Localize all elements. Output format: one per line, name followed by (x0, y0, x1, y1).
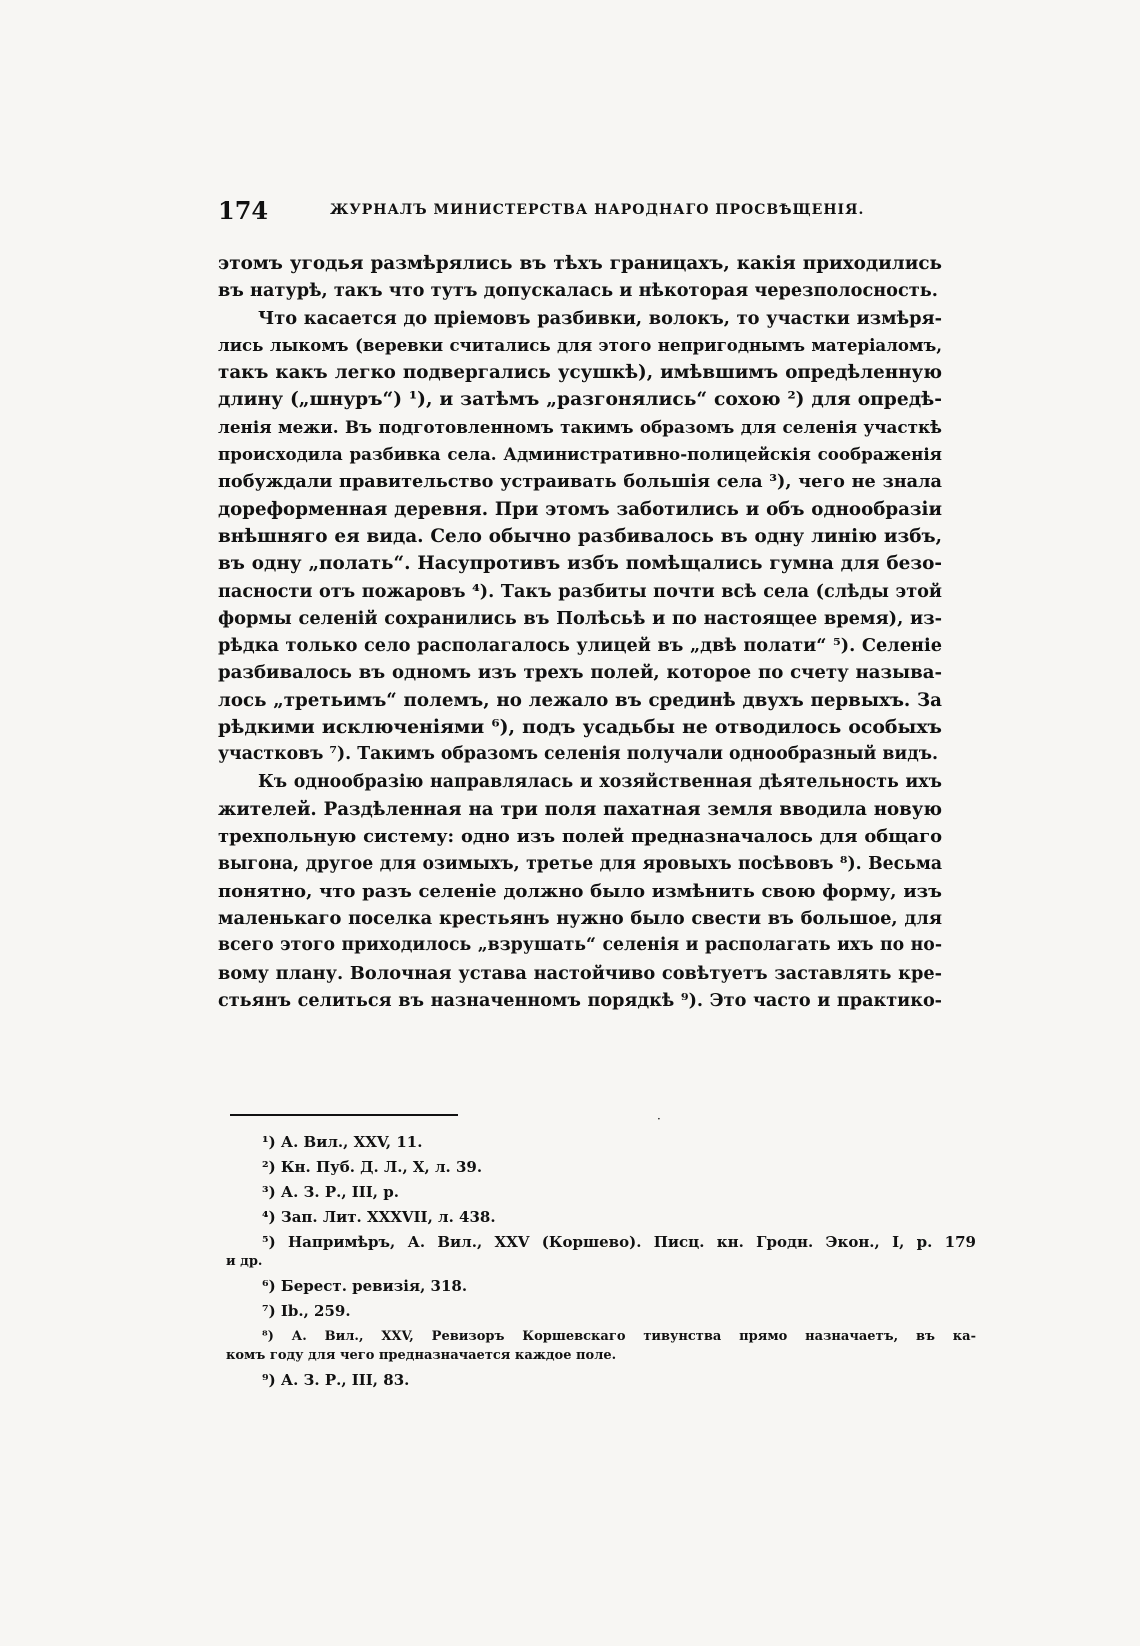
footnote: ⁸) А. Вил., XXV, Ревизоръ Коршевскаго тивунства прямо назначаетъ, въ ка- (262, 1329, 976, 1344)
page-number: 174 (218, 196, 269, 225)
text-line: въ одну „полать“. Насупротивъ избъ помѣщались гумна для безо- (218, 553, 942, 575)
text-line: ленія межи. Въ подготовленномъ такимъ образомъ для селенія участкѣ (218, 416, 942, 437)
footnote-continuation: и др. (226, 1254, 263, 1269)
text-line: разбивалось въ одномъ изъ трехъ полей, которое по счету называ- (218, 662, 942, 684)
text-line: лись лыкомъ (веревки считались для этого непригоднымъ матеріаломъ, (218, 334, 942, 355)
text-line: участковъ ⁷). Такимъ образомъ селенія получали однообразный видъ. (218, 744, 938, 765)
text-line: всего этого приходилось „взрушать“ селенія и располагать ихъ по но- (218, 935, 942, 956)
text-line: происходила разбивка села. Административно-полицейскія соображенія (218, 444, 942, 465)
text-line: длину („шнуръ“) ¹), и затѣмъ „разгонялись“ сохою ²) для опредѣ- (218, 388, 942, 411)
text-line: стьянъ селиться въ назначенномъ порядкѣ ⁹). Это часто и практико- (218, 990, 942, 1012)
footnote-continuation: комъ году для чего предназначается каждое поле. (226, 1348, 617, 1363)
page-header (218, 196, 934, 226)
text-line: Къ однообразію направлялась и хозяйственная дѣятельность ихъ (258, 771, 942, 792)
text-line: маленькаго поселка крестьянъ нужно было свести въ большое, для (218, 908, 942, 930)
footnote: ⁴) Зап. Лит. XXXVII, л. 438. (262, 1208, 496, 1226)
text-line: рѣдкими исключеніями ⁶), подъ усадьбы не отводилось особыхъ (218, 716, 942, 739)
text-line: вому плану. Волочная устава настойчиво совѣтуетъ заставлять кре- (218, 962, 942, 984)
text-line: внѣшняго ея вида. Село обычно разбивалось въ одну линію избъ, (218, 525, 942, 547)
text-line: дореформенная деревня. При этомъ заботились и объ однообразіи (218, 498, 942, 520)
text-line: въ натурѣ, такъ что тутъ допускалась и нѣкоторая черезполосность. (218, 280, 938, 302)
footnote: ⁶) Берест. ревизія, 318. (262, 1277, 468, 1295)
text-line: такъ какъ легко подвергались усушкѣ), имѣвшимъ опредѣленную (218, 362, 942, 384)
footnote: ⁵) Напримѣръ, А. Вил., XXV (Коршево). Писц. кн. Гродн. Экон., I, р. 179 (262, 1233, 976, 1251)
footnote: ³) А. З. Р., III, р. (262, 1183, 399, 1201)
text-line: лось „третьимъ“ полемъ, но лежало въ срединѣ двухъ первыхъ. За (218, 689, 942, 711)
text-line: жителей. Раздѣленная на три поля пахатная земля вводила новую (218, 798, 942, 820)
footnotes (226, 1130, 976, 1393)
footnote: ⁷) Ib., 259. (262, 1302, 351, 1320)
text-line: рѣдка только село располагалось улицей въ „двѣ полати“ ⁵). Селеніе (218, 635, 942, 657)
text-line: Что касается до пріемовъ разбивки, волокъ, то участки измѣря- (258, 307, 942, 329)
text-line: трехпольную систему: одно изъ полей предназначалось для общаго (218, 826, 942, 848)
text-line: этомъ угодья размѣрялись въ тѣхъ границахъ, какія приходились (218, 253, 942, 274)
text-line: пасности отъ пожаровъ ⁴). Такъ разбиты почти всѣ села (слѣды этой (218, 580, 942, 602)
text-line: формы селеній сохранились въ Полѣсьѣ и по настоящее время), из- (218, 607, 942, 629)
text-line: побуждали правительство устраивать большія села ³), чего не знала (218, 471, 942, 493)
running-title: ЖУРНАЛЪ МИНИСТЕРСТВА НАРОДНАГО ПРОСВѢЩЕНІЯ. (330, 202, 865, 218)
text-line: выгона, другое для озимыхъ, третье для яровыхъ посѣвовъ ⁸). Весьма (218, 853, 942, 874)
footnote: ¹) А. Вил., XXV, 11. (262, 1133, 423, 1151)
text-line: понятно, что разъ селеніе должно было измѣнить свою форму, изъ (218, 880, 942, 902)
footnote-rule (230, 1114, 458, 1116)
footnote: ²) Кн. Пуб. Д. Л., X, л. 39. (262, 1158, 483, 1176)
footnote: ⁹) А. З. Р., III, 83. (262, 1371, 410, 1389)
main-text (218, 250, 942, 1014)
ink-speck: · (657, 1112, 661, 1126)
